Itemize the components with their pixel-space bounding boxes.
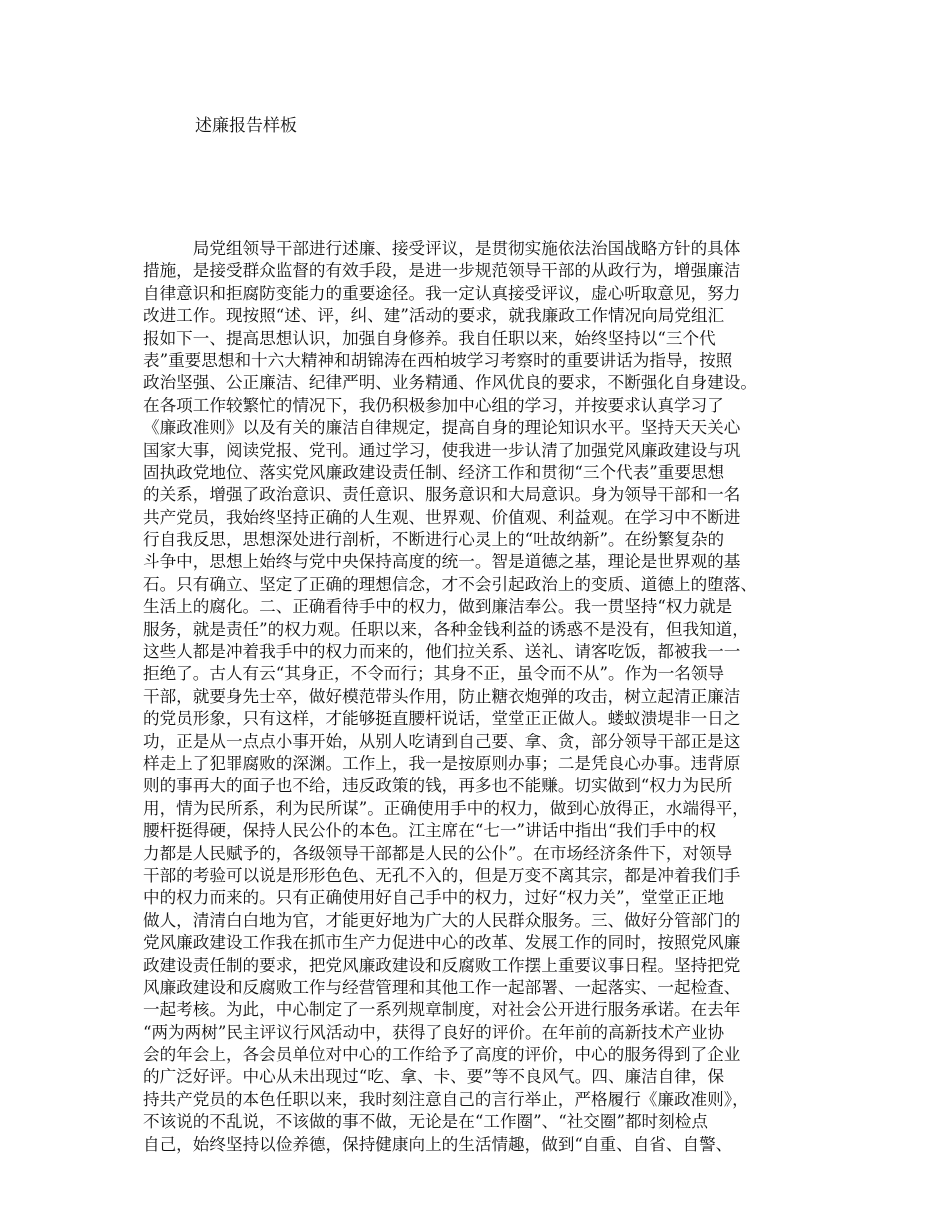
body-line: 腰杆挺得硬，保持人民公仆的本色。江主席在“七一”讲话中指出“我们手中的权 [143, 821, 717, 841]
body-line: 的广泛好评。中心从未出现过“吃、拿、卡、要”等不良风气。四、廉洁自律，保 [143, 1067, 725, 1087]
body-line: 《廉政准则》以及有关的廉洁自律规定，提高自身的理论知识水平。坚持天天关心 [143, 418, 741, 438]
body-line: 石。只有确立、坚定了正确的理想信念，才不会引起政治上的变质、道德上的堕落、 [143, 574, 757, 594]
body-line: 干部的考验可以说是形形色色、无孔不入的，但是万变不离其宗，都是冲着我们手 [143, 865, 741, 885]
body-line: 风廉政建设和反腐败工作与经营管理和其他工作一起部署、一起落实、一起检查、 [143, 977, 741, 997]
body-line: 的党员形象，只有这样，才能够挺直腰杆说话，堂堂正正做人。蝼蚁溃堤非一日之 [143, 709, 741, 729]
body-line: 报如下一、提高思想认识，加强自身修养。我自任职以来，始终坚持以“三个代 [143, 328, 716, 348]
body-line: 局党组领导干部进行述廉、接受评议，是贯彻实施依法治国战略方针的具体 [143, 239, 741, 258]
body-line: 在各项工作较繁忙的情况下，我仍积极参加中心组的学习，并按要求认真学习了 [143, 395, 724, 415]
body-line: 不该说的不乱说，不该做的事不做，无论是在“工作圈”、“社交圈”都时刻检点 [143, 1112, 708, 1132]
body-line: 用，情为民所系，利为民所谋”。正确使用手中的权力，做到心放得正，水端得平， [143, 798, 749, 818]
body-line: 生活上的腐化。二、正确看待手中的权力，做到廉洁奉公。我一贯坚持“权力就是 [143, 597, 733, 617]
body-line: 持共产党员的本色任职以来，我时刻注意自己的言行举止，严格履行《廉政准则》， [143, 1089, 749, 1109]
body-line: 共产党员，我始终坚持正确的人生观、世界观、价值观、利益观。在学习中不断进 [143, 507, 741, 527]
body-line: 样走上了犯罪腐败的深渊。工作上，我一是按原则办事；二是凭良心办事。违背原 [143, 753, 741, 773]
body-line: 政建设责任制的要求，把党风廉政建设和反腐败工作摆上重要议事日程。坚持把党 [143, 955, 741, 975]
body-line: 功，正是从一点点小事开始，从别人吃请到自己要、拿、贪，部分领导干部正是这 [143, 731, 741, 751]
body-line: 的关系，增强了政治意识、责任意识、服务意识和大局意识。身为领导干部和一名 [143, 485, 741, 505]
body-line: 会的年会上，各会员单位对中心的工作给予了高度的评价，中心的服务得到了企业 [143, 1045, 741, 1065]
body-line: 拒绝了。古人有云“其身正，不令而行；其身不正，虽令而不从”。作为一名领导 [143, 664, 725, 684]
body-line: 一起考核。为此，中心制定了一系列规章制度，对社会公开进行服务承诺。在去年 [143, 1000, 741, 1020]
body-line: 党风廉政建设工作我在抓市生产力促进中心的改革、发展工作的同时，按照党风廉 [143, 933, 741, 953]
body-line: 服务，就是责任”的权力观。任职以来，各种金钱利益的诱惑不是没有，但我知道， [143, 619, 749, 639]
body-line: 自己，始终坚持以俭养德，保持健康向上的生活情趣，做到“自重、自省、自警、 [143, 1134, 733, 1154]
body-line: 做人，清清白白地为官，才能更好地为广大的人民群众服务。三、做好分管部门的 [143, 910, 741, 930]
body-line: 固执政党地位、落实党风廉政建设责任制、经济工作和贯彻“三个代表”重要思想 [143, 462, 725, 482]
document-body [143, 238, 823, 1156]
body-line: 措施，是接受群众监督的有效手段，是进一步规范领导干部的从政行为，增强廉洁 [143, 261, 741, 281]
body-line: 则的事再大的面子也不给，违反政策的钱，再多也不能赚。切实做到“权力为民所 [143, 776, 733, 796]
body-line: 中的权力而来的。只有正确使用好自己手中的权力，过好“权力关”，堂堂正正地 [143, 888, 725, 908]
body-line: 自律意识和拒腐防变能力的重要途径。我一定认真接受评议，虚心听取意见，努力 [143, 283, 741, 303]
document-title: 述廉报告样板 [195, 116, 297, 136]
body-line: 干部，就要身先士卒，做好模范带头作用，防止糖衣炮弹的攻击，树立起清正廉洁 [143, 686, 741, 706]
body-line: 行自我反思，思想深处进行剖析，不断进行心灵上的“吐故纳新”。在纷繁复杂的 [143, 530, 725, 550]
body-line: “两为两树”民主评议行风活动中，获得了良好的评价。在年前的高新技术产业协 [143, 1022, 725, 1042]
body-line: 斗争中，思想上始终与党中央保持高度的统一。智是道德之基，理论是世界观的基 [143, 552, 741, 572]
body-line: 力都是人民赋予的，各级领导干部都是人民的公仆”。在市场经济条件下，对领导 [143, 843, 733, 863]
body-line: 改进工作。现按照“述、评，纠、建”活动的要求，就我廉政工作情况向局党组汇 [143, 306, 725, 326]
body-line: 表”重要思想和十六大精神和胡锦涛在西柏坡学习考察时的重要讲话为指导，按照 [143, 350, 733, 370]
body-line: 这些人都是冲着我手中的权力而来的，他们拉关系、送礼、请客吃饭，都被我一一 [143, 642, 741, 662]
body-line: 政治坚强、公正廉洁、纪律严明、业务精通、作风优良的要求，不断强化自身建设。 [143, 373, 757, 393]
body-line: 国家大事，阅读党报、党刊。通过学习，使我进一步认清了加强党风廉政建设与巩 [143, 440, 741, 460]
